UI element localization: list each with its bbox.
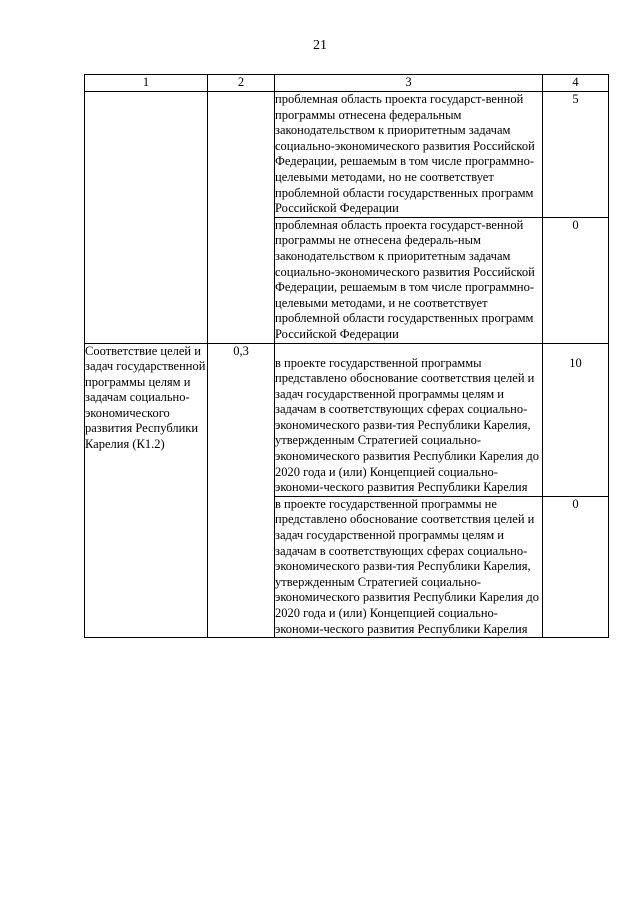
table-row	[85, 343, 609, 496]
column-header-3: 3	[275, 75, 543, 92]
criteria-table	[84, 74, 609, 638]
page-number: 21	[313, 38, 327, 53]
condition-text: в проекте государственной программы не представлено обоснование соответствия целей и задач государственной программы целям и задачам в соответствующих сферах социально-экономического разви-тия Республики Карелия, утвержденным Стратегией социально-экономического развития Республики Карелия до 2020 года и (или) Концепцией социально-экономи-ческого развития Республики Карелия	[275, 496, 543, 637]
column-header-4: 4	[543, 75, 609, 92]
score-value: 5	[543, 92, 609, 218]
weight-cell	[208, 92, 275, 344]
condition-text: проблемная область проекта государст-венной программы отнесена федеральным законодательством к приоритетным задачам социально-экономического развития Российской Федерации, решаемым в том числе программно-целевыми методами, но не соответствует проблемной области государственных программ Российской Федерации	[275, 92, 543, 218]
column-header-1: 1	[85, 75, 208, 92]
weight-cell: 0,3	[208, 343, 275, 638]
table-row	[85, 92, 609, 218]
score-value: 10	[543, 343, 609, 496]
criterion-cell: Соответствие целей и задач государственной программы целям и задачам социально-экономического развития Республики Карелия (К1.2)	[85, 343, 208, 638]
score-value: 0	[543, 217, 609, 343]
column-header-2: 2	[208, 75, 275, 92]
condition-text: в проекте государственной программы представлено обоснование соответствия целей и задач государственной программы целям и задачам в соответствующих сферах социально-экономического разви-тия Республики Карелия, утвержденным Стратегией социально-экономического развития Республики Карелия до 2020 года и (или) Концепцией социально-экономи-ческого развития Республики Карелия	[275, 343, 543, 496]
score-value: 0	[543, 496, 609, 637]
condition-text: проблемная область проекта государст-венной программы не отнесена федераль-ным законодательством к приоритетным задачам социально-экономического развития Российской Федерации, решаемым в том числе программно-целевыми методами, и не соответствует проблемной области государственных программ Российской Федерации	[275, 217, 543, 343]
table-header-row	[85, 75, 609, 92]
criterion-cell	[85, 92, 208, 344]
